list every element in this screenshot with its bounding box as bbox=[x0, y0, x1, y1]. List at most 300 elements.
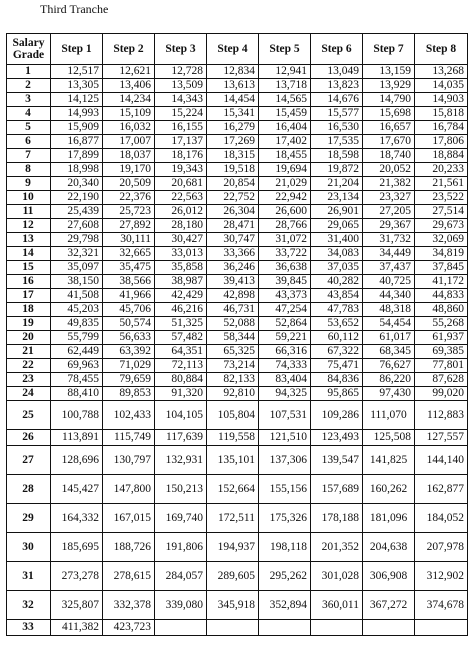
step-cell: 289,605 bbox=[207, 562, 259, 591]
step-cell: 50,574 bbox=[103, 317, 155, 331]
step-cell: 22,190 bbox=[51, 191, 103, 205]
step-cell: 18,176 bbox=[155, 149, 207, 163]
step-cell: 27,608 bbox=[51, 219, 103, 233]
step-cell: 40,725 bbox=[363, 275, 415, 289]
grade-cell: 23 bbox=[7, 373, 51, 387]
step-cell: 30,747 bbox=[207, 233, 259, 247]
step-cell: 12,834 bbox=[207, 65, 259, 79]
step-cell: 36,246 bbox=[207, 261, 259, 275]
step-cell: 16,530 bbox=[311, 121, 363, 135]
step-cell: 42,429 bbox=[155, 289, 207, 303]
step-cell: 68,345 bbox=[363, 345, 415, 359]
step-cell: 117,639 bbox=[155, 430, 207, 446]
step-cell: 12,621 bbox=[103, 65, 155, 79]
step-cell: 115,749 bbox=[103, 430, 155, 446]
step-cell: 63,392 bbox=[103, 345, 155, 359]
step-cell: 59,221 bbox=[259, 331, 311, 345]
table-row bbox=[7, 533, 468, 562]
step-cell: 23,327 bbox=[363, 191, 415, 205]
step-cell: 48,860 bbox=[415, 303, 468, 317]
step-cell: 14,125 bbox=[51, 93, 103, 107]
step-cell: 13,718 bbox=[259, 79, 311, 93]
step-cell: 86,220 bbox=[363, 373, 415, 387]
step-cell: 16,155 bbox=[155, 121, 207, 135]
step-cell: 20,052 bbox=[363, 163, 415, 177]
step-cell: 198,118 bbox=[259, 533, 311, 562]
step-cell: 48,318 bbox=[363, 303, 415, 317]
step-cell: 32,665 bbox=[103, 247, 155, 261]
table-row bbox=[7, 562, 468, 591]
step-cell: 92,810 bbox=[207, 387, 259, 401]
table-row bbox=[7, 289, 468, 303]
step-cell: 55,268 bbox=[415, 317, 468, 331]
step-cell: 12,941 bbox=[259, 65, 311, 79]
step-cell: 20,854 bbox=[207, 177, 259, 191]
table-row bbox=[7, 149, 468, 163]
step-cell: 18,455 bbox=[259, 149, 311, 163]
step-cell bbox=[415, 620, 468, 636]
step-cell: 104,105 bbox=[155, 401, 207, 430]
table-row bbox=[7, 135, 468, 149]
step-cell: 53,652 bbox=[311, 317, 363, 331]
step-cell: 27,205 bbox=[363, 205, 415, 219]
step-cell: 12,517 bbox=[51, 65, 103, 79]
step-cell: 17,535 bbox=[311, 135, 363, 149]
table-row bbox=[7, 79, 468, 93]
step-cell: 21,029 bbox=[259, 177, 311, 191]
grade-cell: 4 bbox=[7, 107, 51, 121]
table-row bbox=[7, 345, 468, 359]
step-cell: 14,234 bbox=[103, 93, 155, 107]
step-cell: 78,455 bbox=[51, 373, 103, 387]
step-cell: 23,134 bbox=[311, 191, 363, 205]
step-cell: 79,659 bbox=[103, 373, 155, 387]
step-cell: 306,908 bbox=[363, 562, 415, 591]
step-cell: 194,937 bbox=[207, 533, 259, 562]
step-cell: 77,801 bbox=[415, 359, 468, 373]
step-cell: 19,694 bbox=[259, 163, 311, 177]
step-cell: 13,823 bbox=[311, 79, 363, 93]
step-cell: 47,783 bbox=[311, 303, 363, 317]
step-cell: 84,836 bbox=[311, 373, 363, 387]
step-cell: 52,864 bbox=[259, 317, 311, 331]
step-cell: 13,613 bbox=[207, 79, 259, 93]
grade-cell: 2 bbox=[7, 79, 51, 93]
step-cell: 28,766 bbox=[259, 219, 311, 233]
grade-cell: 22 bbox=[7, 359, 51, 373]
step-cell: 141,825 bbox=[363, 446, 415, 475]
step-cell: 80,884 bbox=[155, 373, 207, 387]
step-cell: 18,598 bbox=[311, 149, 363, 163]
step-cell: 123,493 bbox=[311, 430, 363, 446]
step-cell: 38,987 bbox=[155, 275, 207, 289]
salary-table bbox=[6, 33, 468, 636]
step-cell: 28,180 bbox=[155, 219, 207, 233]
grade-cell: 3 bbox=[7, 93, 51, 107]
step-cell: 44,340 bbox=[363, 289, 415, 303]
step-cell: 20,233 bbox=[415, 163, 468, 177]
table-row bbox=[7, 205, 468, 219]
step-cell: 22,376 bbox=[103, 191, 155, 205]
step-cell: 130,797 bbox=[103, 446, 155, 475]
step-cell: 16,657 bbox=[363, 121, 415, 135]
step-cell: 295,262 bbox=[259, 562, 311, 591]
step-cell: 119,558 bbox=[207, 430, 259, 446]
table-row bbox=[7, 331, 468, 345]
step-cell bbox=[155, 620, 207, 636]
grade-cell: 33 bbox=[7, 620, 51, 636]
step-cell: 19,518 bbox=[207, 163, 259, 177]
step-cell: 16,279 bbox=[207, 121, 259, 135]
grade-cell: 8 bbox=[7, 163, 51, 177]
table-row bbox=[7, 303, 468, 317]
step-cell: 41,966 bbox=[103, 289, 155, 303]
step-cell: 352,894 bbox=[259, 591, 311, 620]
table-row bbox=[7, 620, 468, 636]
step-cell: 33,013 bbox=[155, 247, 207, 261]
step-cell: 18,998 bbox=[51, 163, 103, 177]
grade-cell: 17 bbox=[7, 289, 51, 303]
grade-cell: 16 bbox=[7, 275, 51, 289]
step-cell: 15,577 bbox=[311, 107, 363, 121]
step-cell: 135,101 bbox=[207, 446, 259, 475]
step-cell: 45,706 bbox=[103, 303, 155, 317]
step-cell: 12,728 bbox=[155, 65, 207, 79]
step-cell: 43,854 bbox=[311, 289, 363, 303]
step-cell: 26,901 bbox=[311, 205, 363, 219]
step-cell: 15,818 bbox=[415, 107, 468, 121]
step-cell: 301,028 bbox=[311, 562, 363, 591]
step-cell: 345,918 bbox=[207, 591, 259, 620]
step-cell: 74,333 bbox=[259, 359, 311, 373]
step-cell: 167,015 bbox=[103, 504, 155, 533]
step-cell: 43,373 bbox=[259, 289, 311, 303]
step-cell: 27,514 bbox=[415, 205, 468, 219]
step-cell: 69,963 bbox=[51, 359, 103, 373]
step-cell: 44,833 bbox=[415, 289, 468, 303]
step-cell: 36,638 bbox=[259, 261, 311, 275]
step-cell: 20,340 bbox=[51, 177, 103, 191]
step-cell: 22,563 bbox=[155, 191, 207, 205]
step-cell: 30,111 bbox=[103, 233, 155, 247]
step-cell: 157,689 bbox=[311, 475, 363, 504]
step-cell: 76,627 bbox=[363, 359, 415, 373]
step-cell: 125,508 bbox=[363, 430, 415, 446]
step-cell: 13,305 bbox=[51, 79, 103, 93]
step-cell: 31,732 bbox=[363, 233, 415, 247]
step-cell: 17,137 bbox=[155, 135, 207, 149]
grade-cell: 27 bbox=[7, 446, 51, 475]
table-row bbox=[7, 247, 468, 261]
page-title: Third Tranche bbox=[40, 2, 109, 16]
step-cell: 17,402 bbox=[259, 135, 311, 149]
step-cell: 46,216 bbox=[155, 303, 207, 317]
step-cell: 95,865 bbox=[311, 387, 363, 401]
grade-cell: 25 bbox=[7, 401, 51, 430]
step-cell: 31,072 bbox=[259, 233, 311, 247]
step-cell: 107,531 bbox=[259, 401, 311, 430]
grade-cell: 7 bbox=[7, 149, 51, 163]
step-cell: 127,557 bbox=[415, 430, 468, 446]
step-cell: 94,325 bbox=[259, 387, 311, 401]
step-cell: 19,343 bbox=[155, 163, 207, 177]
step-cell: 17,806 bbox=[415, 135, 468, 149]
header-step-5: Step 5 bbox=[259, 34, 311, 65]
step-cell: 29,065 bbox=[311, 219, 363, 233]
step-cell: 29,798 bbox=[51, 233, 103, 247]
step-cell: 33,722 bbox=[259, 247, 311, 261]
step-cell: 69,385 bbox=[415, 345, 468, 359]
header-salary-grade: Salary Grade bbox=[7, 34, 51, 65]
step-cell: 28,471 bbox=[207, 219, 259, 233]
step-cell: 40,282 bbox=[311, 275, 363, 289]
step-cell: 332,378 bbox=[103, 591, 155, 620]
grade-cell: 1 bbox=[7, 65, 51, 79]
step-cell: 144,140 bbox=[415, 446, 468, 475]
step-cell: 15,459 bbox=[259, 107, 311, 121]
step-cell: 17,007 bbox=[103, 135, 155, 149]
step-cell: 34,449 bbox=[363, 247, 415, 261]
table-row bbox=[7, 275, 468, 289]
step-cell: 64,351 bbox=[155, 345, 207, 359]
table-body bbox=[7, 65, 468, 636]
step-cell: 16,404 bbox=[259, 121, 311, 135]
step-cell: 67,322 bbox=[311, 345, 363, 359]
step-cell: 21,382 bbox=[363, 177, 415, 191]
step-cell: 411,382 bbox=[51, 620, 103, 636]
step-cell: 26,012 bbox=[155, 205, 207, 219]
step-cell: 17,269 bbox=[207, 135, 259, 149]
table-row bbox=[7, 163, 468, 177]
step-cell: 39,845 bbox=[259, 275, 311, 289]
step-cell: 27,892 bbox=[103, 219, 155, 233]
step-cell: 19,170 bbox=[103, 163, 155, 177]
step-cell: 87,628 bbox=[415, 373, 468, 387]
table-row bbox=[7, 401, 468, 430]
grade-cell: 32 bbox=[7, 591, 51, 620]
grade-cell: 21 bbox=[7, 345, 51, 359]
step-cell: 132,931 bbox=[155, 446, 207, 475]
step-cell: 55,799 bbox=[51, 331, 103, 345]
header-row bbox=[7, 34, 468, 65]
step-cell: 75,471 bbox=[311, 359, 363, 373]
step-cell: 99,020 bbox=[415, 387, 468, 401]
step-cell: 19,872 bbox=[311, 163, 363, 177]
step-cell bbox=[363, 620, 415, 636]
step-cell: 13,049 bbox=[311, 65, 363, 79]
step-cell: 178,188 bbox=[311, 504, 363, 533]
step-cell: 49,835 bbox=[51, 317, 103, 331]
grade-cell: 10 bbox=[7, 191, 51, 205]
grade-cell: 28 bbox=[7, 475, 51, 504]
step-cell: 191,806 bbox=[155, 533, 207, 562]
step-cell: 15,109 bbox=[103, 107, 155, 121]
step-cell: 13,509 bbox=[155, 79, 207, 93]
step-cell: 29,673 bbox=[415, 219, 468, 233]
step-cell: 169,740 bbox=[155, 504, 207, 533]
grade-cell: 24 bbox=[7, 387, 51, 401]
step-cell: 18,037 bbox=[103, 149, 155, 163]
step-cell: 13,929 bbox=[363, 79, 415, 93]
step-cell: 20,509 bbox=[103, 177, 155, 191]
step-cell: 60,112 bbox=[311, 331, 363, 345]
grade-cell: 29 bbox=[7, 504, 51, 533]
step-cell: 65,325 bbox=[207, 345, 259, 359]
step-cell: 37,845 bbox=[415, 261, 468, 275]
step-cell: 325,807 bbox=[51, 591, 103, 620]
step-cell: 109,286 bbox=[311, 401, 363, 430]
grade-cell: 14 bbox=[7, 247, 51, 261]
table-row bbox=[7, 475, 468, 504]
header-step-1: Step 1 bbox=[51, 34, 103, 65]
step-cell: 278,615 bbox=[103, 562, 155, 591]
step-cell: 15,698 bbox=[363, 107, 415, 121]
step-cell: 51,325 bbox=[155, 317, 207, 331]
step-cell: 14,676 bbox=[311, 93, 363, 107]
table-row bbox=[7, 387, 468, 401]
table-row bbox=[7, 121, 468, 135]
step-cell: 207,978 bbox=[415, 533, 468, 562]
step-cell: 175,326 bbox=[259, 504, 311, 533]
step-cell: 14,454 bbox=[207, 93, 259, 107]
step-cell: 14,903 bbox=[415, 93, 468, 107]
step-cell: 181,096 bbox=[363, 504, 415, 533]
step-cell: 31,400 bbox=[311, 233, 363, 247]
step-cell: 45,203 bbox=[51, 303, 103, 317]
step-cell: 21,561 bbox=[415, 177, 468, 191]
grade-cell: 13 bbox=[7, 233, 51, 247]
table-row bbox=[7, 504, 468, 533]
step-cell: 18,740 bbox=[363, 149, 415, 163]
step-cell: 121,510 bbox=[259, 430, 311, 446]
step-cell: 423,723 bbox=[103, 620, 155, 636]
step-cell: 360,011 bbox=[311, 591, 363, 620]
step-cell: 17,899 bbox=[51, 149, 103, 163]
step-cell: 162,877 bbox=[415, 475, 468, 504]
step-cell: 14,993 bbox=[51, 107, 103, 121]
header-step-4: Step 4 bbox=[207, 34, 259, 65]
table-row bbox=[7, 107, 468, 121]
step-cell: 16,784 bbox=[415, 121, 468, 135]
step-cell: 13,268 bbox=[415, 65, 468, 79]
grade-cell: 5 bbox=[7, 121, 51, 135]
step-cell: 26,304 bbox=[207, 205, 259, 219]
grade-cell: 20 bbox=[7, 331, 51, 345]
step-cell: 82,133 bbox=[207, 373, 259, 387]
table-row bbox=[7, 446, 468, 475]
step-cell: 111,070 bbox=[363, 401, 415, 430]
step-cell: 38,150 bbox=[51, 275, 103, 289]
step-cell bbox=[311, 620, 363, 636]
step-cell: 14,035 bbox=[415, 79, 468, 93]
table-row bbox=[7, 359, 468, 373]
grade-cell: 9 bbox=[7, 177, 51, 191]
step-cell: 139,547 bbox=[311, 446, 363, 475]
step-cell: 88,410 bbox=[51, 387, 103, 401]
step-cell: 54,454 bbox=[363, 317, 415, 331]
table-row bbox=[7, 65, 468, 79]
step-cell: 16,032 bbox=[103, 121, 155, 135]
table-row bbox=[7, 93, 468, 107]
step-cell: 89,853 bbox=[103, 387, 155, 401]
step-cell: 16,877 bbox=[51, 135, 103, 149]
step-cell: 35,475 bbox=[103, 261, 155, 275]
step-cell: 25,723 bbox=[103, 205, 155, 219]
step-cell: 42,898 bbox=[207, 289, 259, 303]
step-cell: 155,156 bbox=[259, 475, 311, 504]
step-cell: 32,321 bbox=[51, 247, 103, 261]
step-cell: 57,482 bbox=[155, 331, 207, 345]
step-cell: 22,752 bbox=[207, 191, 259, 205]
step-cell: 71,029 bbox=[103, 359, 155, 373]
grade-cell: 30 bbox=[7, 533, 51, 562]
step-cell: 46,731 bbox=[207, 303, 259, 317]
step-cell: 39,413 bbox=[207, 275, 259, 289]
table-row bbox=[7, 177, 468, 191]
step-cell: 66,316 bbox=[259, 345, 311, 359]
step-cell: 33,366 bbox=[207, 247, 259, 261]
step-cell bbox=[207, 620, 259, 636]
step-cell: 58,344 bbox=[207, 331, 259, 345]
step-cell: 339,080 bbox=[155, 591, 207, 620]
header-step-2: Step 2 bbox=[103, 34, 155, 65]
step-cell: 312,902 bbox=[415, 562, 468, 591]
step-cell: 73,214 bbox=[207, 359, 259, 373]
step-cell: 100,788 bbox=[51, 401, 103, 430]
step-cell: 152,664 bbox=[207, 475, 259, 504]
table-row bbox=[7, 317, 468, 331]
step-cell: 18,315 bbox=[207, 149, 259, 163]
step-cell: 284,057 bbox=[155, 562, 207, 591]
step-cell: 15,341 bbox=[207, 107, 259, 121]
step-cell: 164,332 bbox=[51, 504, 103, 533]
step-cell: 21,204 bbox=[311, 177, 363, 191]
step-cell: 204,638 bbox=[363, 533, 415, 562]
grade-cell: 6 bbox=[7, 135, 51, 149]
step-cell: 184,052 bbox=[415, 504, 468, 533]
step-cell: 18,884 bbox=[415, 149, 468, 163]
step-cell: 188,726 bbox=[103, 533, 155, 562]
step-cell: 15,224 bbox=[155, 107, 207, 121]
grade-cell: 15 bbox=[7, 261, 51, 275]
table-row bbox=[7, 591, 468, 620]
step-cell: 37,437 bbox=[363, 261, 415, 275]
step-cell: 14,565 bbox=[259, 93, 311, 107]
step-cell: 52,088 bbox=[207, 317, 259, 331]
step-cell: 137,306 bbox=[259, 446, 311, 475]
step-cell: 14,790 bbox=[363, 93, 415, 107]
step-cell: 61,017 bbox=[363, 331, 415, 345]
grade-cell: 18 bbox=[7, 303, 51, 317]
step-cell: 56,633 bbox=[103, 331, 155, 345]
step-cell: 72,113 bbox=[155, 359, 207, 373]
step-cell: 30,427 bbox=[155, 233, 207, 247]
step-cell: 29,367 bbox=[363, 219, 415, 233]
step-cell: 201,352 bbox=[311, 533, 363, 562]
step-cell: 128,696 bbox=[51, 446, 103, 475]
step-cell: 35,097 bbox=[51, 261, 103, 275]
step-cell: 147,800 bbox=[103, 475, 155, 504]
header-step-8: Step 8 bbox=[415, 34, 468, 65]
grade-cell: 11 bbox=[7, 205, 51, 219]
step-cell: 25,439 bbox=[51, 205, 103, 219]
header-step-3: Step 3 bbox=[155, 34, 207, 65]
step-cell: 172,511 bbox=[207, 504, 259, 533]
table-row bbox=[7, 373, 468, 387]
step-cell: 62,449 bbox=[51, 345, 103, 359]
step-cell: 91,320 bbox=[155, 387, 207, 401]
step-cell: 23,522 bbox=[415, 191, 468, 205]
